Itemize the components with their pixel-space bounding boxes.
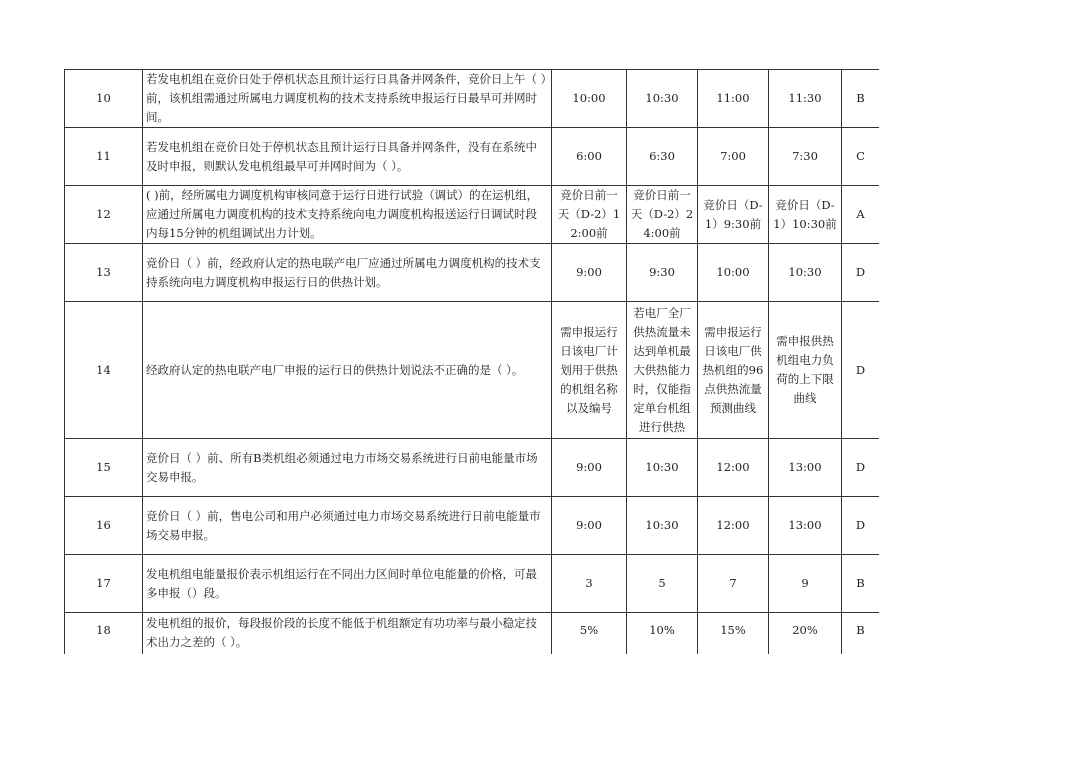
question-table <box>64 69 879 654</box>
option-c: 12:00 <box>698 497 769 555</box>
question-text: 经政府认定的热电联产电厂申报的运行日的供热计划说法不正确的是（ ）。 <box>143 302 552 439</box>
table-row <box>65 497 880 555</box>
question-text: 发电机组的报价，每段报价段的长度不能低于机组额定有功功率与最小稳定技术出力之差的（ ）。 <box>143 613 552 655</box>
option-b: 若电厂全厂供热流量未达到单机最大供热能力时，仅能指定单台机组进行供热 <box>627 302 698 439</box>
question-text: 竞价日（ ）前、所有B类机组必须通过电力市场交易系统进行日前电能量市场交易申报。 <box>143 439 552 497</box>
option-c: 需申报运行日该电厂供热机组的96点供热流量预测曲线 <box>698 302 769 439</box>
option-a: 竞价日前一天（D-2）12:00前 <box>552 186 627 244</box>
question-number: 12 <box>65 186 143 244</box>
option-c: 12:00 <box>698 439 769 497</box>
question-text: 若发电机组在竞价日处于停机状态且预计运行日具备并网条件，没有在系统中及时申报，则默认发电机组最早可并网时间为（ ）。 <box>143 128 552 186</box>
question-text: ( )前，经所属电力调度机构审核同意于运行日进行试验（调试）的在运机组，应通过所属电力调度机构的技术支持系统向电力调度机构报送运行日调试时段内每15分钟的机组调试出力计划。 <box>143 186 552 244</box>
question-number: 14 <box>65 302 143 439</box>
option-b: 10% <box>627 613 698 655</box>
option-c: 7:00 <box>698 128 769 186</box>
option-c: 7 <box>698 555 769 613</box>
option-d: 需申报供热机组电力负荷的上下限曲线 <box>769 302 842 439</box>
option-a: 10:00 <box>552 70 627 128</box>
option-d: 20% <box>769 613 842 655</box>
option-a: 9:00 <box>552 244 627 302</box>
answer: D <box>842 244 880 302</box>
option-d: 竞价日（D-1）10:30前 <box>769 186 842 244</box>
option-b: 10:30 <box>627 439 698 497</box>
table-row <box>65 439 880 497</box>
answer: B <box>842 70 880 128</box>
answer: A <box>842 186 880 244</box>
option-d: 13:00 <box>769 439 842 497</box>
answer: B <box>842 613 880 655</box>
question-text: 竞价日（ ）前，经政府认定的热电联产电厂应通过所属电力调度机构的技术支持系统向电力调度机构申报运行日的供热计划。 <box>143 244 552 302</box>
option-a: 需申报运行日该电厂计划用于供热的机组名称以及编号 <box>552 302 627 439</box>
question-number: 15 <box>65 439 143 497</box>
question-number: 13 <box>65 244 143 302</box>
table-row <box>65 244 880 302</box>
question-number: 18 <box>65 613 143 655</box>
table-row <box>65 70 880 128</box>
option-b: 10:30 <box>627 497 698 555</box>
table-row <box>65 613 880 655</box>
option-b: 竞价日前一天（D-2）24:00前 <box>627 186 698 244</box>
table-row <box>65 302 880 439</box>
option-c: 11:00 <box>698 70 769 128</box>
option-d: 7:30 <box>769 128 842 186</box>
question-number: 11 <box>65 128 143 186</box>
option-b: 5 <box>627 555 698 613</box>
option-c: 15% <box>698 613 769 655</box>
answer: C <box>842 128 880 186</box>
option-c: 竞价日（D-1）9:30前 <box>698 186 769 244</box>
option-a: 6:00 <box>552 128 627 186</box>
option-a: 5% <box>552 613 627 655</box>
question-text: 若发电机组在竞价日处于停机状态且预计运行日具备并网条件，竞价日上午（ ）前，该机组需通过所属电力调度机构的技术支持系统申报运行日最早可并网时间。 <box>143 70 552 128</box>
option-a: 9:00 <box>552 497 627 555</box>
question-number: 16 <box>65 497 143 555</box>
answer: D <box>842 302 880 439</box>
option-d: 11:30 <box>769 70 842 128</box>
option-b: 6:30 <box>627 128 698 186</box>
answer: D <box>842 497 880 555</box>
option-a: 9:00 <box>552 439 627 497</box>
option-b: 9:30 <box>627 244 698 302</box>
question-number: 10 <box>65 70 143 128</box>
option-d: 13:00 <box>769 497 842 555</box>
question-table-sheet <box>64 69 879 654</box>
option-d: 9 <box>769 555 842 613</box>
table-row <box>65 555 880 613</box>
option-d: 10:30 <box>769 244 842 302</box>
option-b: 10:30 <box>627 70 698 128</box>
table-row <box>65 186 880 244</box>
option-c: 10:00 <box>698 244 769 302</box>
question-number: 17 <box>65 555 143 613</box>
question-text: 竞价日（ ）前，售电公司和用户必须通过电力市场交易系统进行日前电能量市场交易申报。 <box>143 497 552 555</box>
question-text: 发电机组电能量报价表示机组运行在不同出力区间时单位电能量的价格，可最多申报（）段。 <box>143 555 552 613</box>
table-row <box>65 128 880 186</box>
answer: D <box>842 439 880 497</box>
option-a: 3 <box>552 555 627 613</box>
answer: B <box>842 555 880 613</box>
